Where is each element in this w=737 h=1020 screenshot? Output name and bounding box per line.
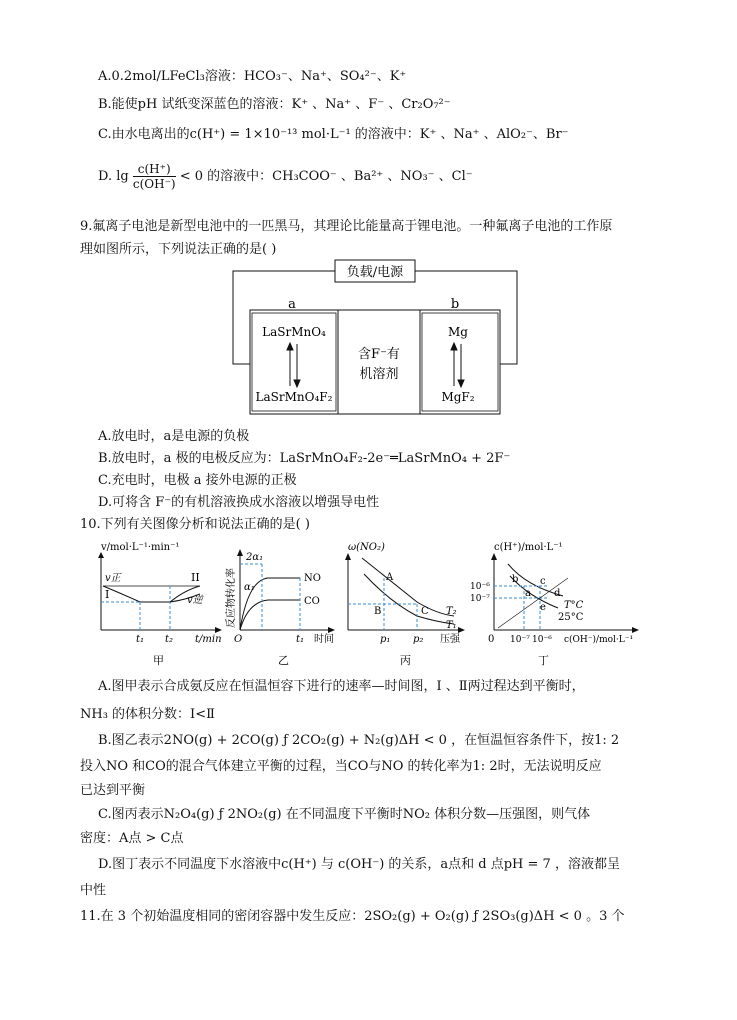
ding-x2: 10⁻⁶ — [532, 635, 552, 645]
jia-ylabel: v/mol·L⁻¹·min⁻¹ — [101, 542, 180, 553]
middle-label-1: 含F⁻有 — [358, 347, 400, 362]
chart-yi — [222, 538, 340, 668]
q10-option-b-line2: 投入NO 和CO的混合气体建立平衡的过程，当CO与NO 的转化率为1: 2时，无法说明反应 — [80, 759, 602, 774]
q10-stem: 10.下列有关图像分析和说法正确的是( ) — [80, 517, 310, 532]
q8-d-numerator: c(H⁺) — [133, 162, 176, 177]
ding-xlabel: c(OH⁻)/mol·L⁻¹ — [564, 635, 634, 645]
q10-option-a-line1: A.图甲表示合成氨反应在恒温恒容下进行的速率—时间图，Ⅰ 、Ⅱ两过程达到平衡时， — [98, 679, 585, 694]
q9-option-d: D.可将含 F⁻的有机溶液换成水溶液以增强导电性 — [98, 495, 380, 510]
yi-co-curve — [240, 600, 300, 630]
ding-caption: 丁 — [538, 654, 549, 667]
q10-option-c-line1: C.图丙表示N₂O₄(g) ƒ 2NO₂(g) 在不同温度下平衡时NO₂ 体积分数—压强图，则气体 — [98, 807, 591, 822]
jia-vzheng: v正 — [105, 573, 121, 584]
ding-c: c — [540, 576, 546, 587]
left-bottom-label: LaSrMnO₄F₂ — [255, 390, 333, 404]
yi-caption: 乙 — [278, 654, 289, 667]
jia-t2: t₂ — [165, 634, 174, 645]
ding-25c: 25°C — [558, 612, 584, 623]
middle-label-2: 机溶剂 — [359, 367, 399, 382]
q9-stem-line2: 理如图所示，下列说法正确的是( ) — [80, 242, 277, 257]
q9-option-c: C.充电时，电极 a 接外电源的正极 — [98, 473, 297, 488]
chart-bing — [342, 538, 470, 668]
q10-option-b-line1: B.图乙表示2NO(g) + 2CO(g) ƒ 2CO₂(g) + N₂(g)ΔH < 0 ，在恒温恒容条件下，按1: 2 — [98, 733, 620, 748]
right-top-label: Mg — [448, 325, 468, 339]
yi-co: CO — [304, 596, 320, 607]
q8-d-suffix: < 0 的溶液中：CH₃COO⁻ 、Ba²⁺ 、NO₃⁻ 、Cl⁻ — [179, 169, 473, 184]
chart-jia — [95, 538, 225, 668]
ding-d: d — [554, 588, 561, 599]
ding-x1: 10⁻⁷ — [510, 635, 530, 645]
ding-b: b — [512, 574, 519, 585]
yi-a1: α₁ — [244, 582, 255, 593]
q8-d-prefix: D. lg — [98, 169, 129, 184]
q8-option-a: A.0.2mol/LFeCl₃溶液：HCO₃⁻、Na⁺、SO₄²⁻、K⁺ — [98, 69, 407, 84]
ding-a: a — [525, 588, 531, 599]
bing-B: B — [374, 606, 382, 617]
jia-vni: v逆 — [187, 595, 203, 606]
bing-T2: T₂ — [446, 606, 457, 617]
bing-A: A — [386, 572, 394, 583]
yi-xlabel: 时间 — [314, 634, 334, 645]
bing-caption: 丙 — [400, 654, 411, 667]
bing-T1: T₁ — [446, 620, 457, 631]
yi-ylabel: 反应物转化率 — [226, 568, 237, 628]
jia-xlabel: t/min — [195, 634, 222, 645]
q8-d-fraction — [133, 162, 176, 191]
q9-option-a: A.放电时，a是电源的负极 — [98, 429, 250, 444]
q10-option-b-line3: 已达到平衡 — [80, 783, 146, 798]
q11-stem: 11.在 3 个初始温度相同的密闭容器中发生反应：2SO₂(g) + O₂(g) ƒ 2SO₃(g)ΔH < 0 。3 个 — [80, 909, 625, 924]
yi-origin: O — [234, 634, 243, 645]
yi-t1: t₁ — [296, 634, 305, 645]
q8-d-denominator: c(OH⁻) — [132, 177, 176, 191]
yi-2a1: 2α₁ — [246, 552, 264, 563]
q10-option-d-line1: D.图丁表示不同温度下水溶液中c(H⁺) 与 c(OH⁻) 的关系，a点和 d 点pH = 7 ，溶液都呈 — [98, 857, 620, 872]
yi-no: NO — [304, 573, 321, 584]
bing-ylabel: ω(NO₂) — [348, 542, 385, 553]
q8-option-d — [98, 162, 473, 191]
left-top-label: LaSrMnO₄ — [262, 325, 326, 339]
q8-option-c: C.由水电离出的c(H⁺) = 1×10⁻¹³ mol·L⁻¹ 的溶液中：K⁺ 、Na⁺ 、AlO₂⁻、Br⁻ — [98, 127, 569, 142]
q10-option-a-line2: NH₃ 的体积分数：Ⅰ<Ⅱ — [80, 707, 215, 722]
jia-caption: 甲 — [153, 654, 164, 667]
ding-T: T°C — [564, 600, 584, 611]
load-label: 负载/电源 — [346, 265, 404, 280]
ding-e: e — [540, 602, 546, 613]
electrode-a-label: a — [288, 297, 296, 312]
q10-option-c-line2: 密度：A点 > C点 — [80, 831, 184, 846]
jia-II: II — [191, 571, 200, 584]
battery-diagram — [230, 258, 520, 418]
chart-ding — [468, 538, 646, 668]
ding-ylabel: c(H⁺)/mol·L⁻¹ — [494, 542, 563, 553]
left-arrows — [287, 343, 300, 387]
ding-origin: 0 — [488, 634, 495, 645]
bing-p1: p₁ — [380, 634, 391, 645]
jia-vzheng-curve — [103, 586, 200, 602]
bing-C: C — [421, 606, 429, 617]
q10-option-d-line2: 中性 — [80, 883, 107, 898]
bing-xlabel: 压强 — [440, 634, 460, 645]
ding-y1: 10⁻⁶ — [470, 582, 490, 592]
q8-option-b: B.能使pH 试纸变深蓝色的溶液：K⁺ 、Na⁺ 、F⁻ 、Cr₂O₇²⁻ — [98, 97, 451, 112]
q9-stem-line1: 9.氟离子电池是新型电池中的一匹黑马，其理论比能量高于锂电池。一种氟离子电池的工作原 — [80, 219, 613, 234]
bing-p2: p₂ — [413, 634, 424, 645]
q9-option-b: B.放电时，a 极的电极反应为：LaSrMnO₄F₂-2e⁻═LaSrMnO₄ + 2F⁻ — [98, 451, 511, 466]
electrode-b-label: b — [450, 297, 460, 312]
ding-y2: 10⁻⁷ — [470, 594, 490, 604]
right-arrows — [451, 343, 464, 387]
jia-I: I — [105, 588, 110, 601]
jia-t1: t₁ — [136, 634, 145, 645]
right-bottom-label: MgF₂ — [441, 390, 475, 404]
